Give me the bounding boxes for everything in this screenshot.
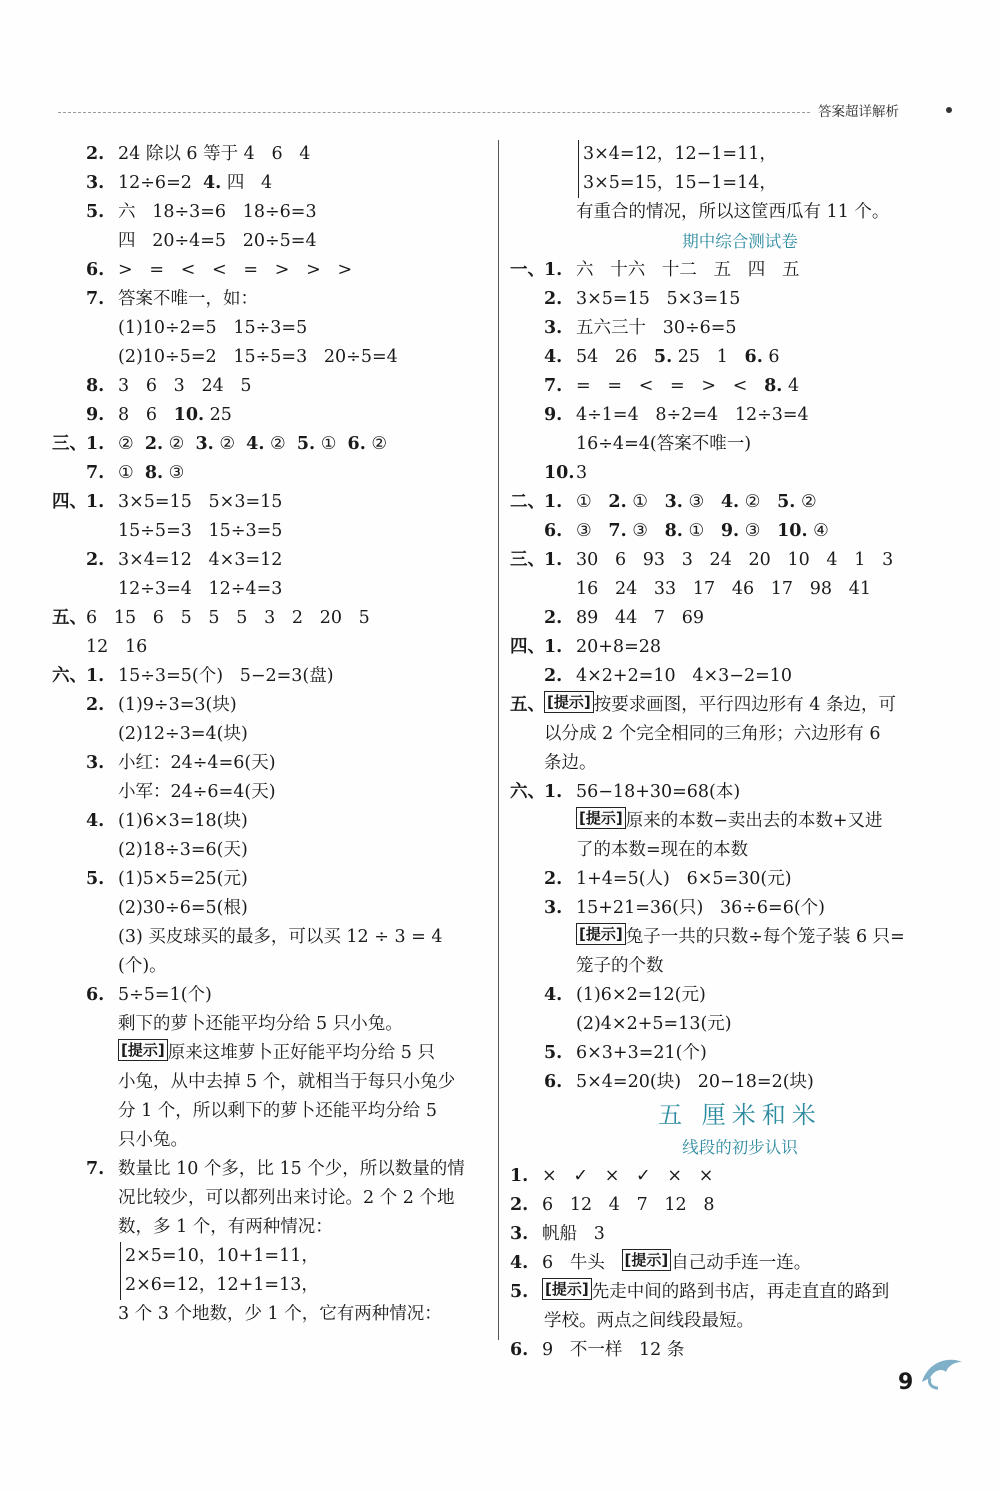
answer-line (510, 343, 970, 372)
item-number: 3. (86, 753, 105, 773)
answer-line (52, 227, 490, 256)
hint-box: [提示] (576, 807, 626, 829)
answer-text: 帆船 3 (542, 1224, 605, 1244)
answer-line (52, 923, 490, 952)
item-number: 2. (544, 608, 563, 628)
answer-text: ② (795, 492, 817, 512)
answer-line (510, 778, 970, 807)
answer-line (52, 1039, 490, 1068)
item-number: 4. (203, 173, 222, 193)
answer-line (52, 1126, 490, 1155)
item-number: 3. (664, 492, 683, 512)
answer-text: 89 44 7 69 (576, 608, 705, 628)
item-number: 1. (544, 260, 563, 280)
answer-line (52, 430, 490, 459)
answer-line (510, 1307, 970, 1336)
answer-text: ① (682, 521, 721, 541)
unit-title: 五 厘米和米 (658, 1101, 822, 1129)
answer-text: ② (118, 434, 145, 454)
item-number: 9. (544, 405, 563, 425)
answer-line (510, 575, 970, 604)
answer-text: × ✓ × ✓ × × (542, 1166, 714, 1186)
item-number: 6. (544, 1072, 563, 1092)
item-number: 7. (608, 521, 627, 541)
answer-line (52, 1300, 490, 1329)
answer-line (510, 546, 970, 575)
dolphin-icon (918, 1352, 966, 1392)
answer-text: ③ (682, 492, 721, 512)
answer-text: (2)4×2+5=13(元) (576, 1014, 732, 1034)
answer-text: ④ (807, 521, 829, 541)
section-label: 五、 (52, 608, 87, 628)
answer-line (52, 1271, 490, 1300)
answer-text: 56−18+30=68(本) (576, 782, 741, 802)
item-number: 1. (86, 492, 105, 512)
answer-text: 15÷3=5(个) 5−2=3(盘) (118, 666, 334, 686)
item-number: 4. (544, 985, 563, 1005)
answer-line (52, 372, 490, 401)
item-number: 8. (86, 376, 105, 396)
answer-text: 6 12 4 7 12 8 (542, 1195, 715, 1215)
answer-text: (1)5×5=25(元) (118, 869, 248, 889)
answer-line (510, 459, 970, 488)
item-number: 2. (544, 869, 563, 889)
answer-text: ① (576, 492, 609, 512)
answer-text: 3 (576, 463, 588, 483)
hint-box: [提示] (542, 1278, 592, 1300)
item-number: 2. (86, 695, 105, 715)
answer-line (510, 1039, 970, 1068)
answer-text: 剩下的萝卜还能平均分给 5 只小兔。 (118, 1014, 403, 1034)
header-rule (58, 112, 810, 113)
answer-line (510, 720, 970, 749)
answer-text: ③ (739, 521, 778, 541)
answer-line (52, 865, 490, 894)
answer-line (52, 343, 490, 372)
answer-text: 小红：24÷4=6(天) (118, 753, 276, 773)
item-number: 3. (86, 173, 105, 193)
item-number: 2. (544, 289, 563, 309)
answer-text: 6 15 6 5 5 5 3 2 20 5 (86, 608, 370, 628)
answer-line (52, 285, 490, 314)
answer-text: 16÷4=4(答案不唯一) (576, 434, 752, 454)
answer-text: 25 1 (672, 347, 745, 367)
page-number: 9 (898, 1370, 914, 1395)
answer-line (52, 1010, 490, 1039)
answer-text: ② (163, 434, 196, 454)
item-number: 1. (86, 666, 105, 686)
answer-text: 按要求画图，平行四边形有 4 条边，可 (593, 695, 896, 715)
section-title: 线段的初步认识 (682, 1138, 798, 1157)
answer-text: ① (315, 434, 348, 454)
answer-text: 了的本数=现在的本数 (576, 840, 749, 860)
item-number: 2. (608, 492, 627, 512)
answer-line (510, 488, 970, 517)
answer-line (52, 517, 490, 546)
answer-line (510, 633, 970, 662)
answer-line (510, 285, 970, 314)
section-label: 二、 (510, 492, 545, 512)
section-label: 四、 (510, 637, 545, 657)
section-label: 四、 (52, 492, 87, 512)
answer-line (510, 372, 970, 401)
right-column (510, 140, 970, 1365)
answer-text: 答案不唯一，如： (118, 289, 258, 309)
answer-line (52, 952, 490, 981)
left-column (52, 140, 490, 1329)
answer-text: 5×4=20(块) 20−18=2(块) (576, 1072, 814, 1092)
answer-text: 只小兔。 (118, 1130, 188, 1150)
answer-text: 25 (204, 405, 232, 425)
answer-text: 9 不一样 12 条 (542, 1340, 685, 1360)
answer-line (52, 459, 490, 488)
hint-box: [提示] (622, 1249, 672, 1271)
answer-text: (1)6×3=18(块) (118, 811, 248, 831)
answer-text: 5÷5=1(个) (118, 985, 212, 1005)
item-number: 6. (510, 1340, 529, 1360)
item-number: 4. (86, 811, 105, 831)
answer-text: (2)10÷5=2 15÷5=3 20÷5=4 (118, 347, 398, 367)
answer-line (510, 1162, 970, 1191)
answer-line (52, 633, 490, 662)
section-label: 三、 (52, 434, 87, 454)
column-divider (498, 140, 499, 1340)
answer-line (52, 1068, 490, 1097)
answer-text: (2)30÷6=5(根) (118, 898, 248, 918)
answer-text: 小兔，从中去掉 5 个，就相当于每只小兔少 (118, 1072, 456, 1092)
answer-line (52, 807, 490, 836)
answer-line (510, 430, 970, 459)
brace-equation: 3×5=15，15−1=14， (578, 169, 777, 198)
answer-line (52, 169, 490, 198)
answer-line (52, 401, 490, 430)
item-number: 10. (777, 521, 808, 541)
answer-line (510, 662, 970, 691)
answer-line (510, 1249, 970, 1278)
item-number: 2. (544, 666, 563, 686)
item-number: 5. (510, 1282, 529, 1302)
item-number: 4. (720, 492, 740, 512)
hint-box: [提示] (118, 1039, 168, 1061)
item-number: 5. (544, 1043, 563, 1063)
answer-line (52, 140, 490, 169)
answer-text: 笼子的个数 (576, 956, 664, 976)
item-number: 3. (544, 898, 563, 918)
answer-line (52, 836, 490, 865)
answer-text: 12÷6=2 (118, 173, 203, 193)
answer-text: (2)18÷3=6(天) (118, 840, 248, 860)
answer-line (52, 1213, 490, 1242)
answer-line (510, 836, 970, 865)
answer-text: 24 除以 6 等于 4 6 4 (118, 144, 311, 164)
section-label: 六、 (52, 666, 87, 686)
item-number: 6. (86, 985, 105, 1005)
item-number: 6. (347, 434, 366, 454)
answer-text: ② (213, 434, 247, 454)
answer-text: 15÷5=3 15÷3=5 (118, 521, 283, 541)
answer-line (510, 952, 970, 981)
answer-line (510, 1010, 970, 1039)
item-number: 1. (510, 1166, 529, 1186)
item-number: 2. (86, 550, 105, 570)
answer-line (52, 981, 490, 1010)
answer-text: ② (365, 434, 388, 454)
answer-line (52, 691, 490, 720)
item-number: 7. (86, 289, 105, 309)
brace-equation: 2×5=10，10+1=11， (120, 1242, 319, 1271)
answer-text: 六 18÷3=6 18÷6=3 (118, 202, 317, 222)
answer-text: 以分成 2 个完全相同的三角形；六边形有 6 (544, 724, 881, 744)
answer-text: ① (626, 492, 665, 512)
answer-line (52, 488, 490, 517)
answer-text: 3 6 3 24 5 (118, 376, 252, 396)
item-number: 1. (544, 550, 563, 570)
brace-equation: 3×4=12，12−1=11， (578, 140, 777, 169)
answer-text: 五六三十 30÷6=5 (576, 318, 737, 338)
header-label: 答案超详解析 (818, 104, 899, 120)
item-number: 5. (86, 202, 105, 222)
answer-text: 原来的本数−卖出去的本数+又进 (625, 811, 883, 831)
answer-text: 54 26 (576, 347, 654, 367)
answer-text: 况比较少，可以都列出来讨论。2 个 2 个地 (118, 1188, 455, 1208)
answer-text: 四 20÷4=5 20÷5=4 (118, 231, 317, 251)
answer-line (510, 517, 970, 546)
answer-text: 6×3+3=21(个) (576, 1043, 707, 1063)
answer-line (52, 1097, 490, 1126)
item-number: 1. (544, 782, 563, 802)
answer-line (510, 1336, 970, 1365)
item-number: 10. (544, 463, 575, 483)
item-number: 5. (86, 869, 105, 889)
answer-text: 6 牛头 (542, 1253, 622, 1273)
answer-text: (3) 买皮球买的最多，可以买 12 ÷ 3 = 4 (118, 927, 443, 947)
answer-text: 16 24 33 17 46 17 98 41 (576, 579, 871, 599)
answer-text: 原来这堆萝卜正好能平均分给 5 只 (167, 1043, 435, 1063)
brace-equation: 2×6=12，12+1=13， (120, 1271, 319, 1300)
answer-line (510, 894, 970, 923)
answer-line (510, 1068, 970, 1097)
answer-text: 30 6 93 3 24 20 10 4 1 3 (576, 550, 894, 570)
answer-text: 1+4=5(人) 6×5=30(元) (576, 869, 792, 889)
answer-text: 四 4 (221, 173, 273, 193)
answer-line (52, 720, 490, 749)
answer-line (510, 314, 970, 343)
item-number: 5. (653, 347, 673, 367)
item-number: 9. (720, 521, 740, 541)
answer-line (510, 604, 970, 633)
answer-line (510, 749, 970, 778)
item-number: 6. (544, 521, 563, 541)
answer-line (510, 401, 970, 430)
header-dot (946, 107, 952, 113)
answer-text: ② (264, 434, 297, 454)
section-label: 五、 (510, 695, 545, 715)
item-number: 6. (744, 347, 763, 367)
item-number: 4. (510, 1253, 529, 1273)
answer-line (510, 1220, 970, 1249)
section-label: 六、 (510, 782, 545, 802)
answer-text: 分 1 个，所以剩下的萝卜还能平均分给 5 (118, 1101, 437, 1121)
answer-text: ② (739, 492, 778, 512)
answer-line (52, 1184, 490, 1213)
item-number: 3. (195, 434, 214, 454)
item-number: 2. (510, 1195, 529, 1215)
answer-text: 15+21=36(只) 36÷6=6(个) (576, 898, 825, 918)
item-number: 3. (544, 318, 563, 338)
section-label: 一、 (510, 260, 545, 280)
answer-text: 20+8=28 (576, 637, 661, 657)
answer-line (510, 1191, 970, 1220)
item-number: 8. (144, 463, 164, 483)
answer-line (52, 575, 490, 604)
answer-text: 自己动手连一连。 (671, 1253, 812, 1273)
answer-text: 有重合的情况，所以这筐西瓜有 11 个。 (576, 202, 890, 222)
hint-box: [提示] (544, 691, 594, 713)
item-number: 3. (510, 1224, 529, 1244)
item-number: 5. (296, 434, 316, 454)
item-number: 8. (664, 521, 683, 541)
answer-text: (1)10÷2=5 15÷3=5 (118, 318, 308, 338)
answer-text: ③ (626, 521, 665, 541)
answer-line (510, 807, 970, 836)
answer-line (510, 923, 970, 952)
item-number: 1. (544, 492, 563, 512)
answer-text: 小军：24÷6=4(天) (118, 782, 276, 802)
answer-text: 3 个 3 个地数，少 1 个，它有两种情况： (118, 1304, 442, 1324)
answer-text: 4×2+2=10 4×3−2=10 (576, 666, 793, 686)
answer-line (52, 778, 490, 807)
answer-text: 数，多 1 个，有两种情况： (118, 1217, 333, 1237)
answer-line (52, 256, 490, 285)
answer-line (52, 894, 490, 923)
answer-text: 3×4=12 4×3=12 (118, 550, 283, 570)
answer-text: (1)9÷3=3(块) (118, 695, 237, 715)
answer-text: 4÷1=4 8÷2=4 12÷3=4 (576, 405, 809, 425)
answer-line (510, 256, 970, 285)
answer-text: > = < < = > > > (118, 260, 353, 280)
hint-box: [提示] (576, 923, 626, 945)
item-number: 7. (86, 1159, 105, 1179)
answer-line (52, 1242, 490, 1271)
item-number: 4. (246, 434, 265, 454)
item-number: 6. (86, 260, 105, 280)
item-number: 4. (544, 347, 563, 367)
answer-text: 兔子一共的只数÷每个笼子装 6 只= (625, 927, 905, 947)
answer-text: 12 16 (86, 637, 148, 657)
answer-text: 3×5=15 5×3=15 (118, 492, 283, 512)
answer-text: 3×5=15 5×3=15 (576, 289, 741, 309)
item-number: 7. (86, 463, 105, 483)
section-label: 三、 (510, 550, 545, 570)
item-number: 1. (544, 637, 563, 657)
answer-text: 8 6 (118, 405, 174, 425)
item-number: 10. (173, 405, 205, 425)
answer-line (510, 981, 970, 1010)
item-number: 2. (86, 144, 105, 164)
answer-text: ① (118, 463, 145, 483)
item-number: 7. (544, 376, 563, 396)
answer-text: 6 (762, 347, 780, 367)
answer-text: ③ (163, 463, 185, 483)
answer-text: = = < = > < (576, 376, 765, 396)
answer-text: (个)。 (118, 956, 167, 976)
answer-line (52, 662, 490, 691)
answer-line (52, 546, 490, 575)
answer-line (510, 198, 970, 227)
answer-text: ③ (576, 521, 609, 541)
answer-text: 六 十六 十二 五 四 五 (576, 260, 800, 280)
answer-line (52, 749, 490, 778)
answer-line (510, 1278, 970, 1307)
answer-text: 数量比 10 个多，比 15 个少，所以数量的情 (118, 1159, 465, 1179)
answer-line (52, 314, 490, 343)
answer-text: 4 (782, 376, 800, 396)
answer-line (510, 140, 970, 169)
answer-text: (2)12÷3=4(块) (118, 724, 248, 744)
answer-line (52, 604, 490, 633)
item-number: 8. (764, 376, 783, 396)
item-number: 2. (144, 434, 164, 454)
answer-line (52, 198, 490, 227)
answer-text: 12÷3=4 12÷4=3 (118, 579, 283, 599)
answer-line (510, 691, 970, 720)
section-title: 期中综合测试卷 (682, 232, 798, 251)
answer-text: 条边。 (544, 753, 597, 773)
answer-text: 学校。两点之间线段最短。 (544, 1311, 754, 1331)
answer-text: (1)6×2=12(元) (576, 985, 706, 1005)
item-number: 5. (777, 492, 796, 512)
answer-text: 先走中间的路到书店，再走直直的路到 (591, 1282, 890, 1302)
item-number: 9. (86, 405, 105, 425)
item-number: 1. (86, 434, 105, 454)
answer-line (510, 865, 970, 894)
answer-line (510, 169, 970, 198)
answer-line (52, 1155, 490, 1184)
